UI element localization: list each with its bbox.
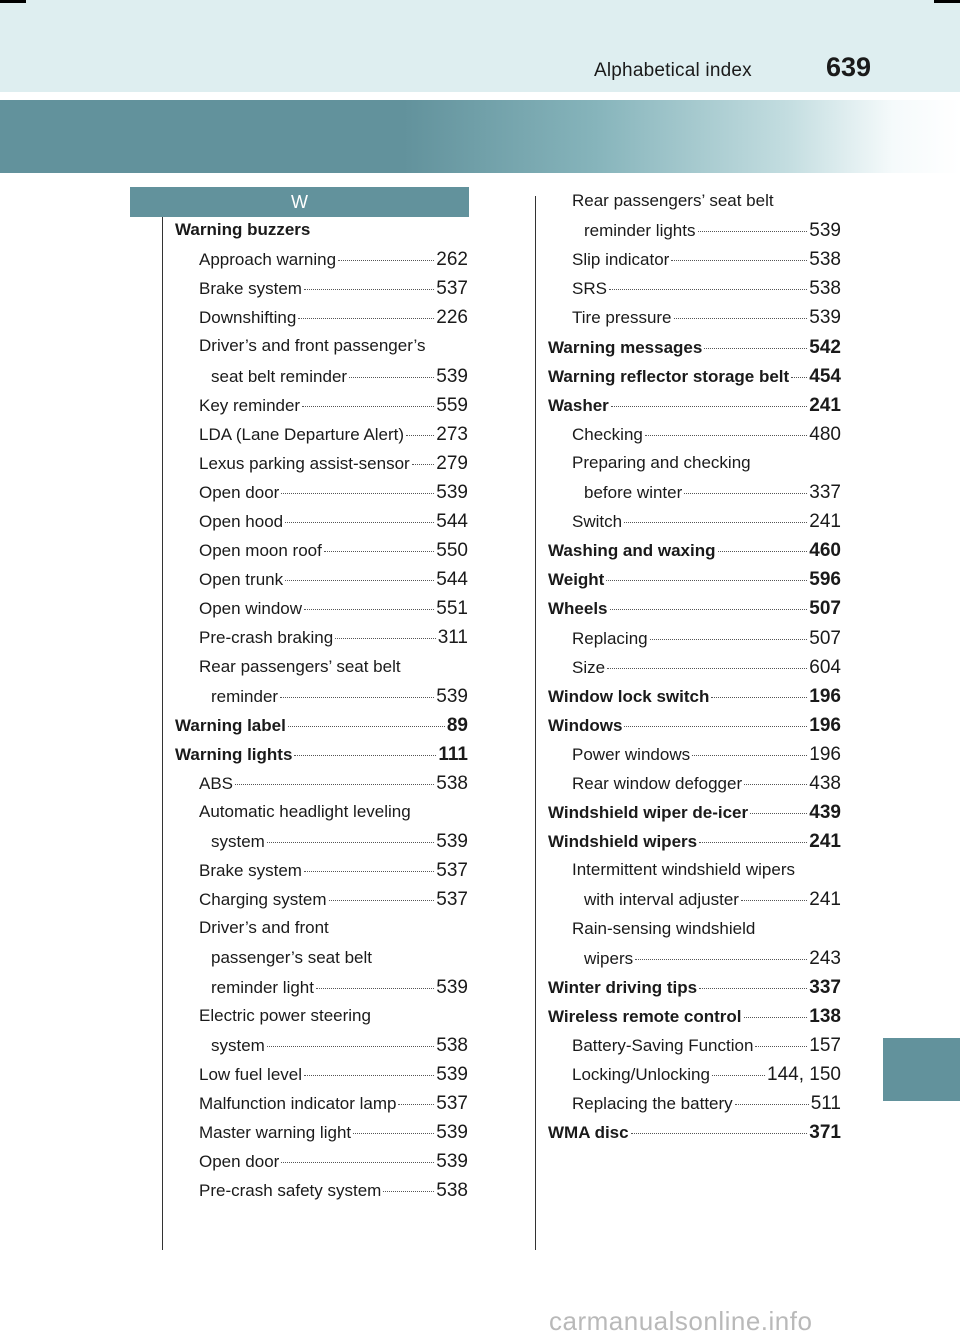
index-entry-page[interactable]: 89	[446, 714, 468, 736]
dot-leader	[294, 755, 436, 756]
index-entry[interactable]	[199, 569, 468, 593]
dot-leader	[302, 406, 434, 407]
index-entry[interactable]	[199, 453, 468, 477]
index-entry[interactable]	[572, 1093, 841, 1117]
index-entry-text: Warning lights	[175, 744, 293, 764]
index-entry-page[interactable]: 196	[809, 685, 841, 707]
index-entry[interactable]	[572, 511, 841, 535]
dot-leader	[635, 959, 807, 960]
index-entry-text: Battery-Saving Function	[572, 1035, 754, 1055]
index-entry-page[interactable]: 539	[436, 685, 468, 707]
index-entry	[199, 336, 425, 360]
index-entry-text: WMA disc	[548, 1123, 629, 1143]
index-entry[interactable]	[572, 424, 841, 448]
index-entry-page[interactable]: 544	[436, 511, 468, 532]
crop-mark-left	[0, 0, 26, 3]
dot-leader	[684, 493, 807, 494]
index-entry-page[interactable]: 454	[809, 365, 841, 387]
index-entry[interactable]	[572, 657, 841, 681]
index-entry-text: reminder	[211, 686, 279, 706]
index-entry-text: Downshifting	[199, 308, 297, 328]
index-entry-page[interactable]: 551	[436, 598, 468, 620]
index-entry[interactable]	[572, 744, 841, 768]
index-entry-page[interactable]: 196	[809, 743, 841, 765]
index-entry[interactable]	[199, 1122, 468, 1146]
index-entry-page[interactable]: 559	[436, 394, 468, 416]
index-entry[interactable]	[548, 1006, 841, 1030]
index-entry[interactable]	[572, 1064, 841, 1088]
index-entry-page[interactable]: 539	[436, 976, 468, 998]
dot-leader	[704, 348, 807, 349]
index-entry[interactable]	[211, 366, 468, 390]
index-entry-text: Tire pressure	[572, 308, 672, 328]
index-entry[interactable]	[211, 977, 468, 1001]
index-entry-page[interactable]: 273	[436, 423, 468, 445]
index-entry-page[interactable]: 241	[809, 511, 841, 533]
index-entry[interactable]	[175, 715, 468, 739]
dot-leader	[744, 1017, 808, 1018]
crop-mark-right	[934, 0, 960, 3]
index-entry-text: Charging system	[199, 890, 327, 910]
dot-leader	[624, 522, 807, 523]
index-entry-page[interactable]: 507	[809, 627, 841, 649]
dot-leader	[711, 697, 807, 698]
dot-leader	[735, 1104, 809, 1105]
index-entry[interactable]	[199, 773, 468, 797]
index-entry-page[interactable]: 539	[436, 1122, 468, 1144]
index-entry-text: wipers	[584, 948, 634, 968]
index-entry-text: reminder light	[211, 977, 314, 997]
index-entry-text: before winter	[584, 483, 683, 502]
dot-leader	[329, 900, 435, 901]
dot-leader	[645, 435, 807, 436]
index-entry-text: Warning reflector storage belt	[548, 366, 790, 386]
index-entry-text: Low fuel level	[199, 1064, 303, 1084]
dot-leader	[281, 1162, 434, 1163]
index-entry-text: Window lock switch	[548, 686, 710, 706]
index-entry[interactable]	[199, 540, 468, 564]
dot-leader	[338, 260, 434, 261]
dot-leader	[335, 638, 436, 639]
index-entry[interactable]	[211, 686, 468, 710]
dot-leader	[324, 551, 434, 552]
index-entry-page[interactable]: 538	[809, 249, 841, 271]
index-entry-text: Washing and waxing	[548, 541, 716, 561]
index-entry[interactable]	[199, 424, 468, 448]
dot-leader	[698, 231, 808, 232]
header-strip	[0, 0, 960, 92]
index-entry-text: Pre-crash safety system	[199, 1181, 382, 1201]
index-entry[interactable]	[199, 307, 468, 331]
dot-leader	[791, 377, 807, 378]
index-entry-text: Brake system	[199, 861, 302, 881]
index-entry-text: Lexus parking assist-sensor	[199, 453, 410, 473]
section-letter-header: W	[130, 187, 469, 217]
dot-leader	[750, 813, 807, 814]
index-entry[interactable]	[199, 482, 468, 506]
index-entry-text: Windshield wipers	[548, 832, 698, 852]
index-entry-text: Washer	[548, 395, 609, 415]
dot-leader	[607, 668, 807, 669]
dot-leader	[316, 988, 434, 989]
index-entry-text: with interval adjuster	[584, 890, 739, 910]
index-entry-text: seat belt reminder	[211, 366, 348, 386]
index-entry[interactable]	[584, 482, 841, 506]
index-entry	[199, 1006, 371, 1030]
index-entry[interactable]	[199, 860, 468, 884]
index-entry-page[interactable]: 337	[809, 976, 841, 998]
index-entry	[199, 657, 401, 681]
index-entry-text: Wheels	[548, 599, 608, 619]
index-entry-text: ABS	[199, 773, 234, 793]
index-entry[interactable]	[584, 889, 841, 913]
dot-leader	[692, 755, 807, 756]
index-entry[interactable]	[199, 889, 468, 913]
index-entry-text: Open moon roof	[199, 541, 322, 561]
index-entry-text: Automatic headlight leveling	[199, 802, 411, 821]
index-entry-text: Weight	[548, 570, 605, 590]
watermark: carmanualsonline.info	[549, 1306, 813, 1336]
index-entry[interactable]	[572, 278, 841, 302]
index-entry[interactable]	[548, 802, 841, 826]
index-entry-text: Master warning light	[199, 1123, 352, 1143]
index-entry-page[interactable]: 460	[809, 540, 841, 562]
index-entry-page[interactable]: 539	[436, 1063, 468, 1085]
index-entry-page[interactable]: 507	[809, 598, 841, 620]
index-entry-page[interactable]: 539	[436, 831, 468, 853]
index-entry-page[interactable]: 480	[809, 423, 841, 445]
index-entry-page[interactable]: 550	[436, 540, 468, 562]
index-entry-text: Checking	[572, 424, 643, 444]
index-entry[interactable]	[211, 1035, 468, 1059]
index-entry-text: Rain-sensing windshield	[572, 918, 756, 938]
index-entry-page[interactable]: 311	[437, 627, 468, 649]
index-entry-page[interactable]: 511	[810, 1093, 841, 1115]
index-entry-text: Open door	[199, 482, 280, 502]
dot-leader	[624, 726, 807, 727]
index-entry[interactable]	[548, 1122, 841, 1146]
index-entry[interactable]	[572, 773, 841, 797]
dot-leader	[281, 493, 434, 494]
index-entry[interactable]	[199, 511, 468, 535]
index-entry-text: passenger’s seat belt	[211, 947, 372, 967]
index-entry-text: Driver’s and front	[199, 918, 329, 938]
index-entry-page[interactable]: 196	[809, 714, 841, 736]
dot-leader	[671, 260, 807, 261]
dot-leader	[609, 289, 807, 290]
index-entry-page[interactable]: 337	[809, 482, 841, 503]
index-entry-text: system	[211, 832, 265, 852]
index-entry-text: Windows	[548, 715, 623, 735]
index-entry-text: LDA (Lane Departure Alert)	[199, 424, 405, 444]
dot-leader	[349, 377, 434, 378]
index-entry-page[interactable]: 539	[436, 365, 468, 387]
index-entry-text: Electric power steering	[199, 1005, 371, 1025]
index-entry-page[interactable]: 537	[436, 860, 468, 882]
index-entry[interactable]	[548, 715, 841, 739]
index-entry-page[interactable]: 596	[809, 569, 841, 591]
index-entry-page[interactable]: 537	[436, 889, 468, 911]
index-entry-text: Warning label	[175, 715, 286, 735]
index-entry[interactable]	[572, 249, 841, 273]
index-entry-page[interactable]: 243	[809, 947, 841, 969]
header-banner	[0, 100, 960, 173]
index-entry-page[interactable]: 539	[809, 220, 841, 242]
index-entry-page[interactable]: 538	[436, 772, 468, 794]
index-entry-page[interactable]: 438	[809, 773, 841, 794]
dot-leader	[610, 609, 808, 610]
index-entry-page[interactable]: 157	[809, 1034, 841, 1056]
dot-leader	[285, 522, 434, 523]
index-entry[interactable]	[572, 628, 841, 652]
index-entry-text: system	[211, 1035, 265, 1055]
index-entry-text: Wireless remote control	[548, 1006, 742, 1026]
index-entry-page[interactable]: 241	[809, 394, 841, 416]
index-entry[interactable]	[199, 249, 468, 273]
index-entry-page[interactable]: 439	[809, 802, 841, 824]
index-entry-page[interactable]: 537	[436, 278, 468, 300]
index-entry[interactable]	[199, 395, 468, 419]
dot-leader	[285, 580, 434, 581]
index-entry[interactable]	[548, 395, 841, 419]
index-entry-text: Warning messages	[548, 337, 703, 357]
index-entry-page[interactable]: 539	[809, 307, 841, 329]
index-entry[interactable]	[199, 1180, 468, 1204]
index-entry-page[interactable]: 539	[436, 481, 468, 503]
dot-leader	[744, 784, 807, 785]
index-entry-page[interactable]: 371	[809, 1122, 841, 1144]
index-entry-page[interactable]: 539	[436, 1151, 468, 1173]
index-entry-text: SRS	[572, 279, 607, 299]
dot-leader	[699, 842, 807, 843]
dot-leader	[267, 1046, 434, 1047]
dot-leader	[288, 726, 445, 727]
dot-leader	[304, 289, 434, 290]
index-entry[interactable]	[572, 307, 841, 331]
page-number: 639	[826, 52, 872, 82]
dot-leader	[280, 697, 434, 698]
dot-leader	[699, 988, 807, 989]
index-entry-page[interactable]: 241	[809, 889, 841, 911]
index-entry[interactable]	[199, 627, 468, 651]
index-entry-page[interactable]: 538	[436, 1034, 468, 1056]
dot-leader	[650, 639, 808, 640]
index-entry-text: reminder lights	[584, 221, 696, 241]
index-entry	[199, 802, 411, 826]
index-entry-text: Driver’s and front passenger’s	[199, 336, 426, 356]
index-entry-text: Open hood	[199, 512, 284, 531]
index-entry-page[interactable]: 226	[436, 307, 468, 329]
index-entry-text: Open trunk	[199, 570, 284, 590]
index-entry-text: Size	[572, 657, 606, 677]
index-entry-text: Power windows	[572, 744, 691, 764]
index-entry-text: Malfunction indicator lamp	[199, 1094, 397, 1113]
index-entry[interactable]	[548, 686, 841, 710]
index-entry-text: Windshield wiper de-icer	[548, 803, 749, 823]
index-entry[interactable]	[584, 948, 841, 972]
index-entry-text: Pre-crash braking	[199, 628, 334, 648]
dot-leader	[718, 551, 808, 552]
index-entry[interactable]	[548, 337, 841, 361]
index-entry-text: Intermittent windshield wipers	[572, 860, 795, 880]
side-thumb-tab	[883, 1038, 960, 1101]
index-entry-text: Replacing the battery	[572, 1094, 733, 1114]
page-title: Alphabetical index	[594, 60, 752, 81]
index-entry-text: Locking/Unlocking	[572, 1065, 710, 1084]
index-entry	[572, 453, 751, 477]
index-entry[interactable]	[199, 278, 468, 302]
index-entry-page[interactable]: 144, 150	[767, 1064, 841, 1085]
index-entry[interactable]	[175, 744, 468, 768]
index-entry-text: Rear passengers’ seat belt	[572, 191, 774, 210]
dot-leader	[631, 1133, 808, 1134]
dot-leader	[606, 580, 807, 581]
index-entry-page[interactable]: 138	[809, 1005, 841, 1027]
dot-leader	[398, 1104, 434, 1105]
index-entry-text: Warning buzzers	[175, 220, 311, 239]
index-entry-page[interactable]: 604	[809, 656, 841, 678]
dot-leader	[674, 318, 808, 319]
dot-leader	[741, 900, 807, 901]
index-entry[interactable]	[548, 598, 841, 622]
index-entry-page[interactable]: 279	[436, 452, 468, 474]
dot-leader	[712, 1075, 765, 1076]
index-entry-text: Open window	[199, 599, 303, 619]
index-entry-page[interactable]: 544	[436, 569, 468, 591]
left-column-rule	[162, 196, 163, 1250]
index-entry-text: Brake system	[199, 279, 302, 299]
dot-leader	[412, 464, 435, 465]
dot-leader	[611, 406, 808, 407]
index-entry-text: Open door	[199, 1152, 280, 1172]
index-entry-page[interactable]: 111	[438, 743, 468, 765]
dot-leader	[353, 1133, 434, 1134]
dot-leader	[298, 318, 434, 319]
dot-leader	[267, 842, 434, 843]
dot-leader	[755, 1046, 807, 1047]
index-entry	[211, 948, 372, 972]
index-entry-page[interactable]: 538	[809, 278, 841, 300]
index-entry[interactable]	[548, 366, 841, 390]
index-entry-text: Preparing and checking	[572, 452, 751, 472]
index-entry-text: Rear window defogger	[572, 774, 743, 793]
dot-leader	[304, 609, 434, 610]
index-entry[interactable]	[199, 1093, 468, 1117]
index-entry-text: Rear passengers’ seat belt	[199, 656, 401, 676]
index-entry-text: Winter driving tips	[548, 977, 698, 997]
index-entry-text: Switch	[572, 512, 623, 532]
index-entry[interactable]	[211, 831, 468, 855]
index-entry-text: Approach warning	[199, 250, 337, 270]
index-entry-page[interactable]: 538	[436, 1180, 468, 1202]
index-entry-page[interactable]: 537	[436, 1093, 468, 1114]
index-entry	[199, 918, 329, 942]
index-entry[interactable]	[199, 598, 468, 622]
index-entry[interactable]	[548, 569, 841, 593]
dot-leader	[406, 435, 434, 436]
index-entry	[572, 860, 795, 884]
index-entry-page[interactable]: 262	[436, 249, 468, 271]
index-entry[interactable]	[548, 831, 841, 855]
dot-leader	[304, 871, 434, 872]
index-entry[interactable]	[548, 540, 841, 564]
index-entry-page[interactable]: 241	[809, 831, 841, 853]
index-entry-page[interactable]: 542	[809, 336, 841, 358]
right-column-rule	[535, 196, 536, 1250]
index-entry[interactable]	[548, 977, 841, 1001]
index-entry	[175, 220, 310, 244]
dot-leader	[383, 1191, 434, 1192]
index-entry-text: Replacing	[572, 628, 648, 648]
index-entry	[572, 191, 774, 215]
index-entry[interactable]	[199, 1151, 468, 1175]
index-entry[interactable]	[199, 1064, 468, 1088]
index-entry-text: Slip indicator	[572, 250, 670, 270]
index-entry-text: Key reminder	[199, 395, 301, 415]
index-entry[interactable]	[572, 1035, 841, 1059]
index-entry	[572, 919, 755, 943]
dot-leader	[235, 784, 434, 785]
index-entry[interactable]	[584, 220, 841, 244]
dot-leader	[304, 1075, 434, 1076]
